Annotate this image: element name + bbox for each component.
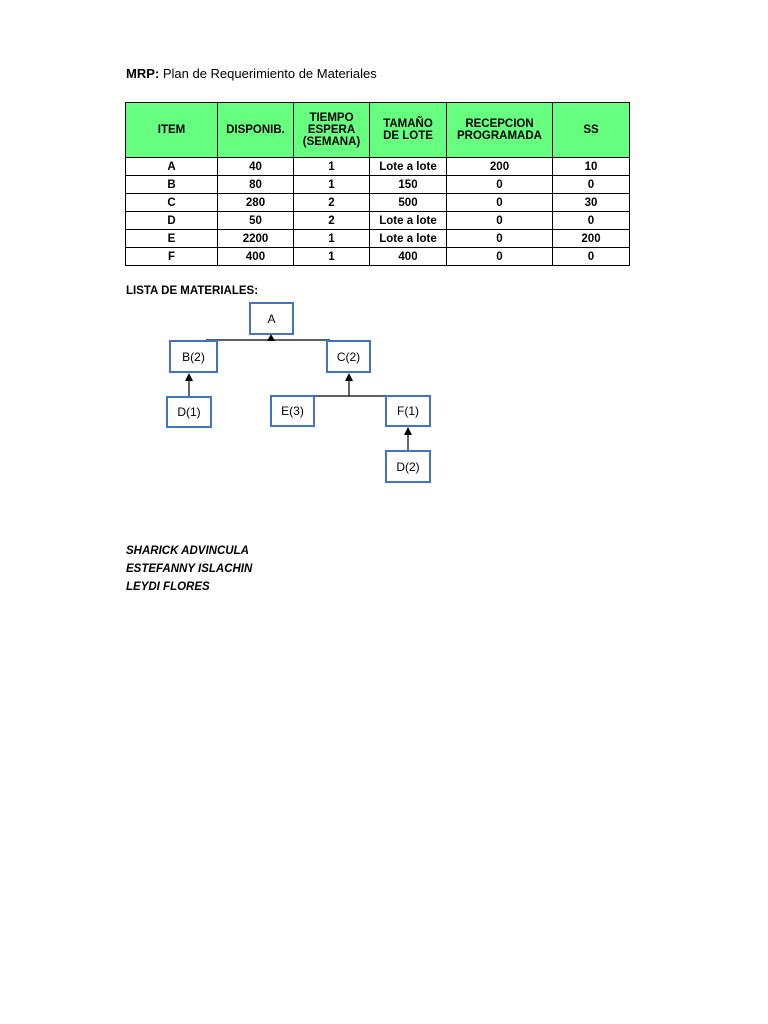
cell-item: D — [126, 212, 218, 230]
cell-disponib: 400 — [218, 248, 294, 266]
cell-tiempo: 1 — [294, 248, 370, 266]
bom-node-f: F(1) — [385, 395, 431, 427]
bom-section-label: LISTA DE MATERIALES: — [126, 285, 259, 297]
header-tiempo-line1: TIEMPO — [309, 112, 354, 124]
header-recepcion-line2: PROGRAMADA — [457, 130, 542, 142]
cell-ss: 200 — [553, 230, 630, 248]
cell-tiempo: 2 — [294, 194, 370, 212]
cell-item: F — [126, 248, 218, 266]
arrowhead-to-a — [267, 334, 275, 341]
author-name: LEYDI FLORES — [126, 581, 210, 593]
cell-recepcion: 0 — [447, 176, 553, 194]
cell-disponib: 280 — [218, 194, 294, 212]
cell-ss: 10 — [553, 158, 630, 176]
title-prefix: MRP: — [126, 66, 160, 81]
header-tamano-line2: DE LOTE — [383, 130, 433, 142]
cell-recepcion: 0 — [447, 230, 553, 248]
header-item: ITEM — [126, 103, 218, 158]
cell-tiempo: 1 — [294, 176, 370, 194]
header-tamano-line1: TAMAÑO — [383, 118, 433, 130]
authors-list — [126, 542, 252, 596]
title-text: Plan de Requerimiento de Materiales — [162, 66, 377, 81]
cell-recepcion: 0 — [447, 212, 553, 230]
cell-tamano: 500 — [370, 194, 447, 212]
bom-node-d-under-f: D(2) — [385, 450, 431, 483]
bom-node-d-under-b: D(1) — [166, 396, 212, 428]
cell-disponib: 50 — [218, 212, 294, 230]
cell-item: A — [126, 158, 218, 176]
header-tiempo-line2: ESPERA — [307, 124, 356, 136]
cell-tamano: Lote a lote — [370, 230, 447, 248]
cell-tamano: 150 — [370, 176, 447, 194]
cell-recepcion: 0 — [447, 194, 553, 212]
cell-tiempo: 1 — [294, 158, 370, 176]
bom-node-a: A — [249, 302, 294, 335]
cell-tiempo: 1 — [294, 230, 370, 248]
cell-ss: 0 — [553, 176, 630, 194]
cell-recepcion: 0 — [447, 248, 553, 266]
bom-node-b: B(2) — [169, 340, 218, 373]
bom-node-c: C(2) — [326, 340, 371, 373]
cell-disponib: 2200 — [218, 230, 294, 248]
cell-tamano: Lote a lote — [370, 212, 447, 230]
cell-tamano: Lote a lote — [370, 158, 447, 176]
cell-recepcion: 200 — [447, 158, 553, 176]
cell-ss: 0 — [553, 212, 630, 230]
cell-tiempo: 2 — [294, 212, 370, 230]
header-disponib: DISPONIB. — [218, 103, 294, 158]
header-recepcion-line1: RECEPCION — [465, 118, 534, 130]
arrowhead-to-c — [345, 373, 353, 381]
arrowhead-to-f — [404, 427, 412, 435]
cell-item: B — [126, 176, 218, 194]
author-name: ESTEFANNY ISLACHIN — [126, 563, 253, 575]
cell-item: E — [126, 230, 218, 248]
cell-ss: 30 — [553, 194, 630, 212]
cell-tamano: 400 — [370, 248, 447, 266]
cell-ss: 0 — [553, 248, 630, 266]
author-name: SHARICK ADVINCULA — [126, 545, 249, 557]
cell-disponib: 80 — [218, 176, 294, 194]
bom-node-e: E(3) — [270, 395, 315, 427]
cell-disponib: 40 — [218, 158, 294, 176]
header-tiempo-line3: (SEMANA) — [302, 136, 361, 148]
cell-item: C — [126, 194, 218, 212]
header-ss: SS — [553, 103, 630, 158]
arrowhead-to-b — [185, 373, 193, 381]
